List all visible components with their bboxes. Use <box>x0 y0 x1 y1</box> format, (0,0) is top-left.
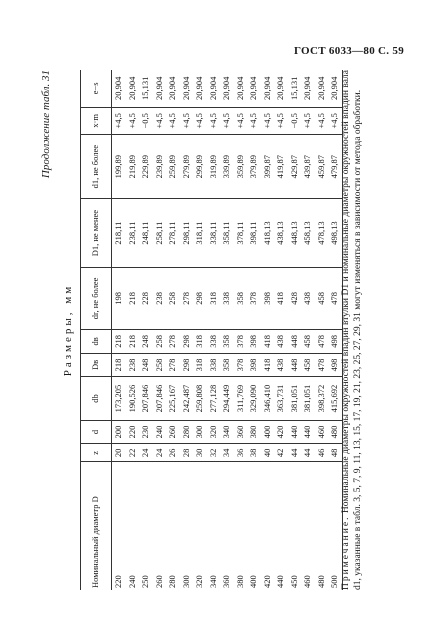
table-cell: 258 <box>153 329 167 353</box>
table-cell: 380 <box>247 420 261 444</box>
table-cell: +4,5 <box>153 107 167 134</box>
table-cell: 359,89 <box>234 134 248 199</box>
table-cell: 400 <box>261 420 275 444</box>
table-cell: 398 <box>247 353 261 377</box>
table-cell: 428 <box>288 267 302 329</box>
col-header-z: z <box>81 444 112 462</box>
table-cell: +4,5 <box>261 107 275 134</box>
table-cell: 15,131 <box>139 70 153 107</box>
table-cell: 20,904 <box>328 70 342 107</box>
table-cell: 458 <box>301 329 315 353</box>
table-cell: 258 <box>153 353 167 377</box>
table-cell: 20,904 <box>153 70 167 107</box>
table-cell: 358,11 <box>220 199 234 267</box>
col-header-Dv: Dв <box>81 353 112 377</box>
table-cell: 278 <box>166 329 180 353</box>
table-cell: 439,87 <box>301 134 315 199</box>
table-cell: 278 <box>166 353 180 377</box>
table-cell: 378 <box>234 353 248 377</box>
table-cell: 279,89 <box>180 134 194 199</box>
table-cell: 20,904 <box>315 70 329 107</box>
table-cell: 20,904 <box>234 70 248 107</box>
table-cell: 398 <box>261 267 275 329</box>
table-cell: 358 <box>220 329 234 353</box>
table-cell: 329,090 <box>247 377 261 420</box>
table-cell: 478 <box>328 267 342 329</box>
table-cell: 318 <box>193 329 207 353</box>
table-cell: 300 <box>193 420 207 444</box>
table-cell: 440 <box>288 420 302 444</box>
table-cell: 36 <box>234 444 248 462</box>
table-cell: +4,5 <box>274 107 288 134</box>
table-cell: 20,904 <box>126 70 140 107</box>
table-cell: 400 <box>248 575 258 588</box>
table-cell: 318,11 <box>193 199 207 267</box>
dimension-table <box>80 70 343 590</box>
table-cell: 418 <box>261 353 275 377</box>
table-cell: −0,5 <box>139 107 153 134</box>
table-cell: 198 <box>112 267 126 329</box>
table-cell: +4,5 <box>328 107 342 134</box>
table-cell: 240 <box>153 420 167 444</box>
table-cell: 363,731 <box>274 377 288 420</box>
table-cell: 458 <box>301 353 315 377</box>
table-cell: 298 <box>180 329 194 353</box>
table-cell: 48 <box>328 444 342 462</box>
table-cell: 28 <box>180 444 194 462</box>
table-cell: 207,846 <box>139 377 153 420</box>
table-cell: +4,5 <box>126 107 140 134</box>
table-cell: 498 <box>328 353 342 377</box>
table-cell: 480 <box>315 575 326 588</box>
table-cell: 248 <box>139 353 153 377</box>
table-cell: 24 <box>139 444 153 462</box>
table-cell: 415,692 <box>328 377 342 420</box>
table-cell: 360 <box>234 420 248 444</box>
table-cell: 278 <box>180 267 194 329</box>
dimensions-title: Размеры, мм <box>62 283 74 377</box>
table-row <box>315 70 329 590</box>
table-cell: 218 <box>126 267 140 329</box>
table-cell: 239,89 <box>153 134 167 199</box>
table-cell: 294,449 <box>220 377 234 420</box>
table-cell: 218 <box>112 353 126 377</box>
continuation-label: Продолжение табл. 31 <box>40 70 52 179</box>
table-cell: 298,11 <box>180 199 194 267</box>
table-cell: 458,13 <box>301 199 315 267</box>
table-cell: 478 <box>315 329 329 353</box>
table-cell: 358 <box>234 267 248 329</box>
table-cell: 438 <box>274 329 288 353</box>
table-cell: 440 <box>275 575 285 588</box>
table-cell: 218 <box>126 329 140 353</box>
table-cell: +4,5 <box>220 107 234 134</box>
table-cell: 46 <box>315 444 329 462</box>
page-header: ГОСТ 6033—80 С. 59 <box>293 45 404 57</box>
table-cell: 24 <box>153 444 167 462</box>
table-cell: 230 <box>139 420 153 444</box>
table-cell: 438 <box>301 267 315 329</box>
table-cell: 340 <box>207 575 218 588</box>
table-cell: 419,87 <box>274 134 288 199</box>
table-row <box>180 70 194 590</box>
table-cell: +4,5 <box>193 107 207 134</box>
table-cell: 30 <box>193 444 207 462</box>
table-row <box>288 70 302 590</box>
table-cell: 200 <box>112 420 126 444</box>
col-header-dr: dr, не более <box>81 267 112 329</box>
table-cell: 15,131 <box>288 70 302 107</box>
table-cell: +4,5 <box>207 107 221 134</box>
table-cell: 20,904 <box>274 70 288 107</box>
table-row <box>301 70 315 590</box>
table-cell: +4,5 <box>166 107 180 134</box>
table-cell: 478,13 <box>315 199 329 267</box>
table-cell: 378 <box>234 329 248 353</box>
table-cell: 418,13 <box>261 199 275 267</box>
table-cell: 42 <box>274 444 288 462</box>
table-cell: 207,846 <box>153 377 167 420</box>
table-cell: +4,5 <box>234 107 248 134</box>
table-cell: 358 <box>220 353 234 377</box>
table-cell: 381,051 <box>288 377 302 420</box>
table-row <box>220 70 234 590</box>
table-row <box>166 70 180 590</box>
table-cell: 360 <box>221 575 231 588</box>
table-cell: 40 <box>261 444 275 462</box>
table-cell: 44 <box>301 444 315 462</box>
table-cell: 418 <box>261 329 275 353</box>
table-cell: 448 <box>288 329 302 353</box>
table-cell: 380 <box>234 575 245 588</box>
table-cell: 458 <box>315 267 329 329</box>
table-cell: 20,904 <box>247 70 261 107</box>
table-cell: 173,205 <box>112 377 126 420</box>
table-cell: 381,051 <box>301 377 315 420</box>
table-row <box>139 70 153 590</box>
table-cell: 478 <box>315 353 329 377</box>
table-cell: 220 <box>126 420 140 444</box>
table-cell: 225,167 <box>166 377 180 420</box>
table-cell: 460 <box>315 420 329 444</box>
table-cell: 440 <box>301 420 315 444</box>
table-cell: 32 <box>207 444 221 462</box>
table-cell: 20 <box>112 444 126 462</box>
table-cell: 20,904 <box>180 70 194 107</box>
table-cell: 38 <box>247 444 261 462</box>
table-row <box>207 70 221 590</box>
table-cell: 22 <box>126 444 140 462</box>
table-cell: 398,372 <box>315 377 329 420</box>
table-cell: 280 <box>167 575 177 588</box>
table-cell: 338 <box>207 329 221 353</box>
table-cell: 480 <box>328 420 342 444</box>
table-cell: 238 <box>126 353 140 377</box>
col-header-d: d <box>81 420 112 444</box>
table-cell: −0,5 <box>288 107 302 134</box>
table-cell: 311,769 <box>234 377 248 420</box>
table-cell: 280 <box>180 420 194 444</box>
table-cell: 300 <box>180 575 191 588</box>
table-cell: +4,5 <box>315 107 329 134</box>
table-body <box>112 70 343 590</box>
table-cell: 238,11 <box>126 199 140 267</box>
table-cell: 220 <box>113 575 123 588</box>
table-cell: 260 <box>166 420 180 444</box>
table-cell: 438 <box>274 353 288 377</box>
table-row <box>153 70 167 590</box>
col-header-xm: x·m <box>81 107 112 134</box>
table-row <box>274 70 288 590</box>
table-cell: 218,11 <box>112 199 126 267</box>
rotated-table-page <box>40 70 400 590</box>
table-cell: 448 <box>288 353 302 377</box>
table-cell: 248 <box>139 329 153 353</box>
table-cell: 500 <box>328 462 342 590</box>
note-text: Номинальные диаметры окружностей впадин втулки D1 и номинальные диаметры окружностей впадин вала d1, указанные в табл. 3, 5, 7, 9, 11, 13, 15, 17, 19, 21, 23, 25, 27, 29, 31 могут изменяться в зависимости от метода обработки. <box>341 69 363 590</box>
table-cell: 242,487 <box>180 377 194 420</box>
table-cell: 238 <box>153 267 167 329</box>
table-cell: 379,89 <box>247 134 261 199</box>
table-cell: 219,89 <box>126 134 140 199</box>
table-cell: 20,904 <box>166 70 180 107</box>
table-cell: 420 <box>274 420 288 444</box>
table-cell: 278,11 <box>166 199 180 267</box>
col-header-d1: d1, не более <box>81 134 112 199</box>
table-row <box>112 70 126 590</box>
col-header-D1: D1, не менее <box>81 199 112 267</box>
table-cell: 498,13 <box>328 199 342 267</box>
table-cell: 258 <box>166 267 180 329</box>
table-cell: 20,904 <box>207 70 221 107</box>
table-cell: 248,11 <box>139 199 153 267</box>
table-cell: 298 <box>193 267 207 329</box>
table-cell: 260 <box>153 575 164 588</box>
table-cell: 448,13 <box>288 199 302 267</box>
table-cell: 479,87 <box>328 134 342 199</box>
table-cell: 20,904 <box>193 70 207 107</box>
table-row <box>193 70 207 590</box>
table-cell: 218 <box>112 329 126 353</box>
table-cell: 438,13 <box>274 199 288 267</box>
table-row <box>261 70 275 590</box>
table-cell: +4,5 <box>301 107 315 134</box>
table-cell: 459,87 <box>315 134 329 199</box>
table-row <box>126 70 140 590</box>
table-cell: 338,11 <box>207 199 221 267</box>
table-cell: 429,87 <box>288 134 302 199</box>
table-cell: 199,89 <box>112 134 126 199</box>
table-cell: 44 <box>288 444 302 462</box>
table-cell: 318 <box>207 267 221 329</box>
table-cell: 298 <box>180 353 194 377</box>
table-cell: 339,89 <box>220 134 234 199</box>
table-cell: 228 <box>139 267 153 329</box>
table-cell: 498 <box>328 329 342 353</box>
table-cell: 20,904 <box>301 70 315 107</box>
table-cell: 378 <box>247 267 261 329</box>
table-row <box>247 70 261 590</box>
col-header-es: e−s <box>81 70 112 107</box>
table-cell: 320 <box>207 420 221 444</box>
table-cell: 450 <box>288 575 299 588</box>
footnote <box>340 70 364 590</box>
table-cell: 20,904 <box>261 70 275 107</box>
table-cell: 460 <box>302 575 312 588</box>
col-header-nominal: Номинальный диаметр D <box>81 462 112 590</box>
table-cell: 346,410 <box>261 377 275 420</box>
table-cell: 318 <box>193 353 207 377</box>
table-cell: 340 <box>220 420 234 444</box>
table-cell: 277,128 <box>207 377 221 420</box>
table-cell: +4,5 <box>247 107 261 134</box>
table-cell: 378,11 <box>234 199 248 267</box>
table-cell: 20,904 <box>112 70 126 107</box>
table-cell: 250 <box>140 575 150 588</box>
table-cell: 398 <box>247 329 261 353</box>
table-cell: 190,526 <box>126 377 140 420</box>
col-header-dv: dв <box>81 329 112 353</box>
table-cell: 399,87 <box>261 134 275 199</box>
table-cell: 420 <box>261 575 272 588</box>
table-cell: 240 <box>126 575 137 588</box>
table-cell: 259,89 <box>166 134 180 199</box>
table-cell: 258,11 <box>153 199 167 267</box>
table-cell: 229,89 <box>139 134 153 199</box>
table-header-row <box>81 70 112 590</box>
table-cell: 319,89 <box>207 134 221 199</box>
table-cell: 20,904 <box>220 70 234 107</box>
table-cell: 26 <box>166 444 180 462</box>
note-label: Примечание. <box>341 515 351 590</box>
col-header-db: db <box>81 377 112 420</box>
table-cell: 34 <box>220 444 234 462</box>
table-cell: 299,89 <box>193 134 207 199</box>
table-cell: 338 <box>207 353 221 377</box>
table-cell: +4,5 <box>112 107 126 134</box>
table-cell: +4,5 <box>180 107 194 134</box>
table-cell: 418 <box>274 267 288 329</box>
table-row <box>234 70 248 590</box>
table-cell: 338 <box>220 267 234 329</box>
table-cell: 320 <box>194 575 204 588</box>
table-cell: 259,808 <box>193 377 207 420</box>
table-cell: 398,11 <box>247 199 261 267</box>
